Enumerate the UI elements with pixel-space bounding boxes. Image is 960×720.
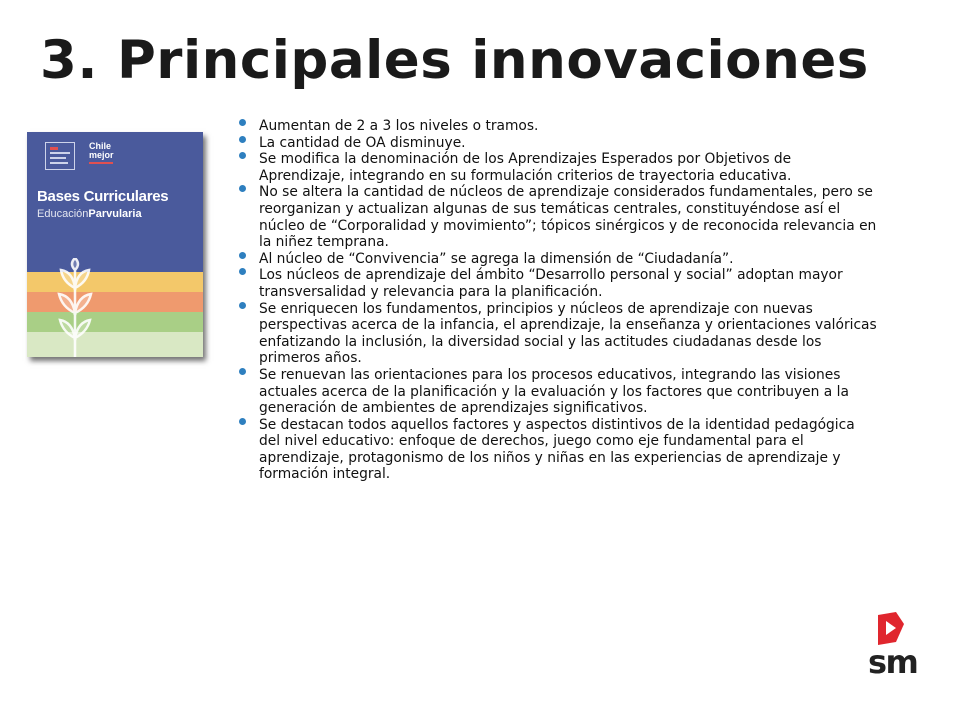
cover-subtitle-bold: Parvularia <box>88 208 142 220</box>
list-item <box>238 184 878 250</box>
slide-title: 3. Principales innovaciones <box>40 30 869 91</box>
bullet-icon <box>239 302 246 309</box>
cover-stripe-light <box>27 332 203 357</box>
innovations-list <box>238 118 878 483</box>
list-item <box>238 151 878 184</box>
cover-brand-line2: mejor <box>89 150 114 160</box>
bullet-icon <box>239 252 246 259</box>
sm-logo-text: sm <box>868 643 918 681</box>
bullet-icon <box>239 185 246 192</box>
list-item <box>238 135 878 152</box>
bullet-text: Se enriquecen los fundamentos, principios y núcleos de aprendizaje con nuevas perspectivas acerca de la infancia, el aprendizaje, la enseñanza y orientaciones valóricas enfatizando la inclusión, la diversidad social y las actitudes ciudadanas desde los primeros años. <box>259 300 877 367</box>
book-cover-image <box>27 132 203 357</box>
government-seal-icon <box>45 142 75 170</box>
cover-brand <box>89 142 114 164</box>
bullet-icon <box>239 136 246 143</box>
list-item <box>238 301 878 367</box>
bullet-text: No se altera la cantidad de núcleos de aprendizaje considerados fundamentales, pero se reorganizan y actualizan algunas de sus temáticas centrales, constituyéndose así el núcleo de “Corporalidad y movimiento”; tópicos sinérgicos y de reconocida relevancia en la niñez temprana. <box>259 184 877 251</box>
bullet-text: Se renuevan las orientaciones para los procesos educativos, integrando las visiones actuales acerca de la planificación y la evaluación y los factores que contribuyen a la generación de ambientes de aprendizajes significativos. <box>259 366 849 417</box>
bullet-text: Los núcleos de aprendizaje del ámbito “Desarrollo personal y social” adoptan mayor transversalidad y relevancia para la planificación. <box>259 267 843 300</box>
cover-stripe-yellow <box>27 272 203 292</box>
list-item <box>238 267 878 300</box>
bullet-text: La cantidad de OA disminuye. <box>259 134 466 151</box>
cover-stripe-orange <box>27 292 203 312</box>
list-item <box>238 118 878 135</box>
list-item <box>238 417 878 483</box>
bullet-icon <box>239 152 246 159</box>
bullet-icon <box>239 268 246 275</box>
bullet-text: Al núcleo de “Convivencia” se agrega la dimensión de “Ciudadanía”. <box>259 250 734 267</box>
bullet-icon <box>239 119 246 126</box>
cover-brand-line1: Chile <box>89 141 112 151</box>
bullet-text: Aumentan de 2 a 3 los niveles o tramos. <box>259 118 539 134</box>
bullet-text: Se destacan todos aquellos factores y aspectos distintivos de la identidad pedagógica del nivel educativo: enfoque de derechos, juego como eje fundamental para el aprendizaje, protagonismo de los niños y niñas en las experiencias de aprendizaje y formación integral. <box>259 416 855 483</box>
cover-subtitle-light: Educación <box>37 208 89 220</box>
cover-subtitle <box>37 208 142 220</box>
bullet-icon <box>239 418 246 425</box>
list-item <box>238 251 878 268</box>
bullet-text: Se modifica la denominación de los Aprendizajes Esperados por Objetivos de Aprendizaje, integrando en su formulación criterios de trayectoria educativa. <box>259 151 792 184</box>
plant-icon <box>55 258 95 357</box>
bullet-icon <box>239 368 246 375</box>
cover-title: Bases Curriculares <box>37 188 169 205</box>
list-item <box>238 367 878 417</box>
cover-stripe-green <box>27 312 203 332</box>
